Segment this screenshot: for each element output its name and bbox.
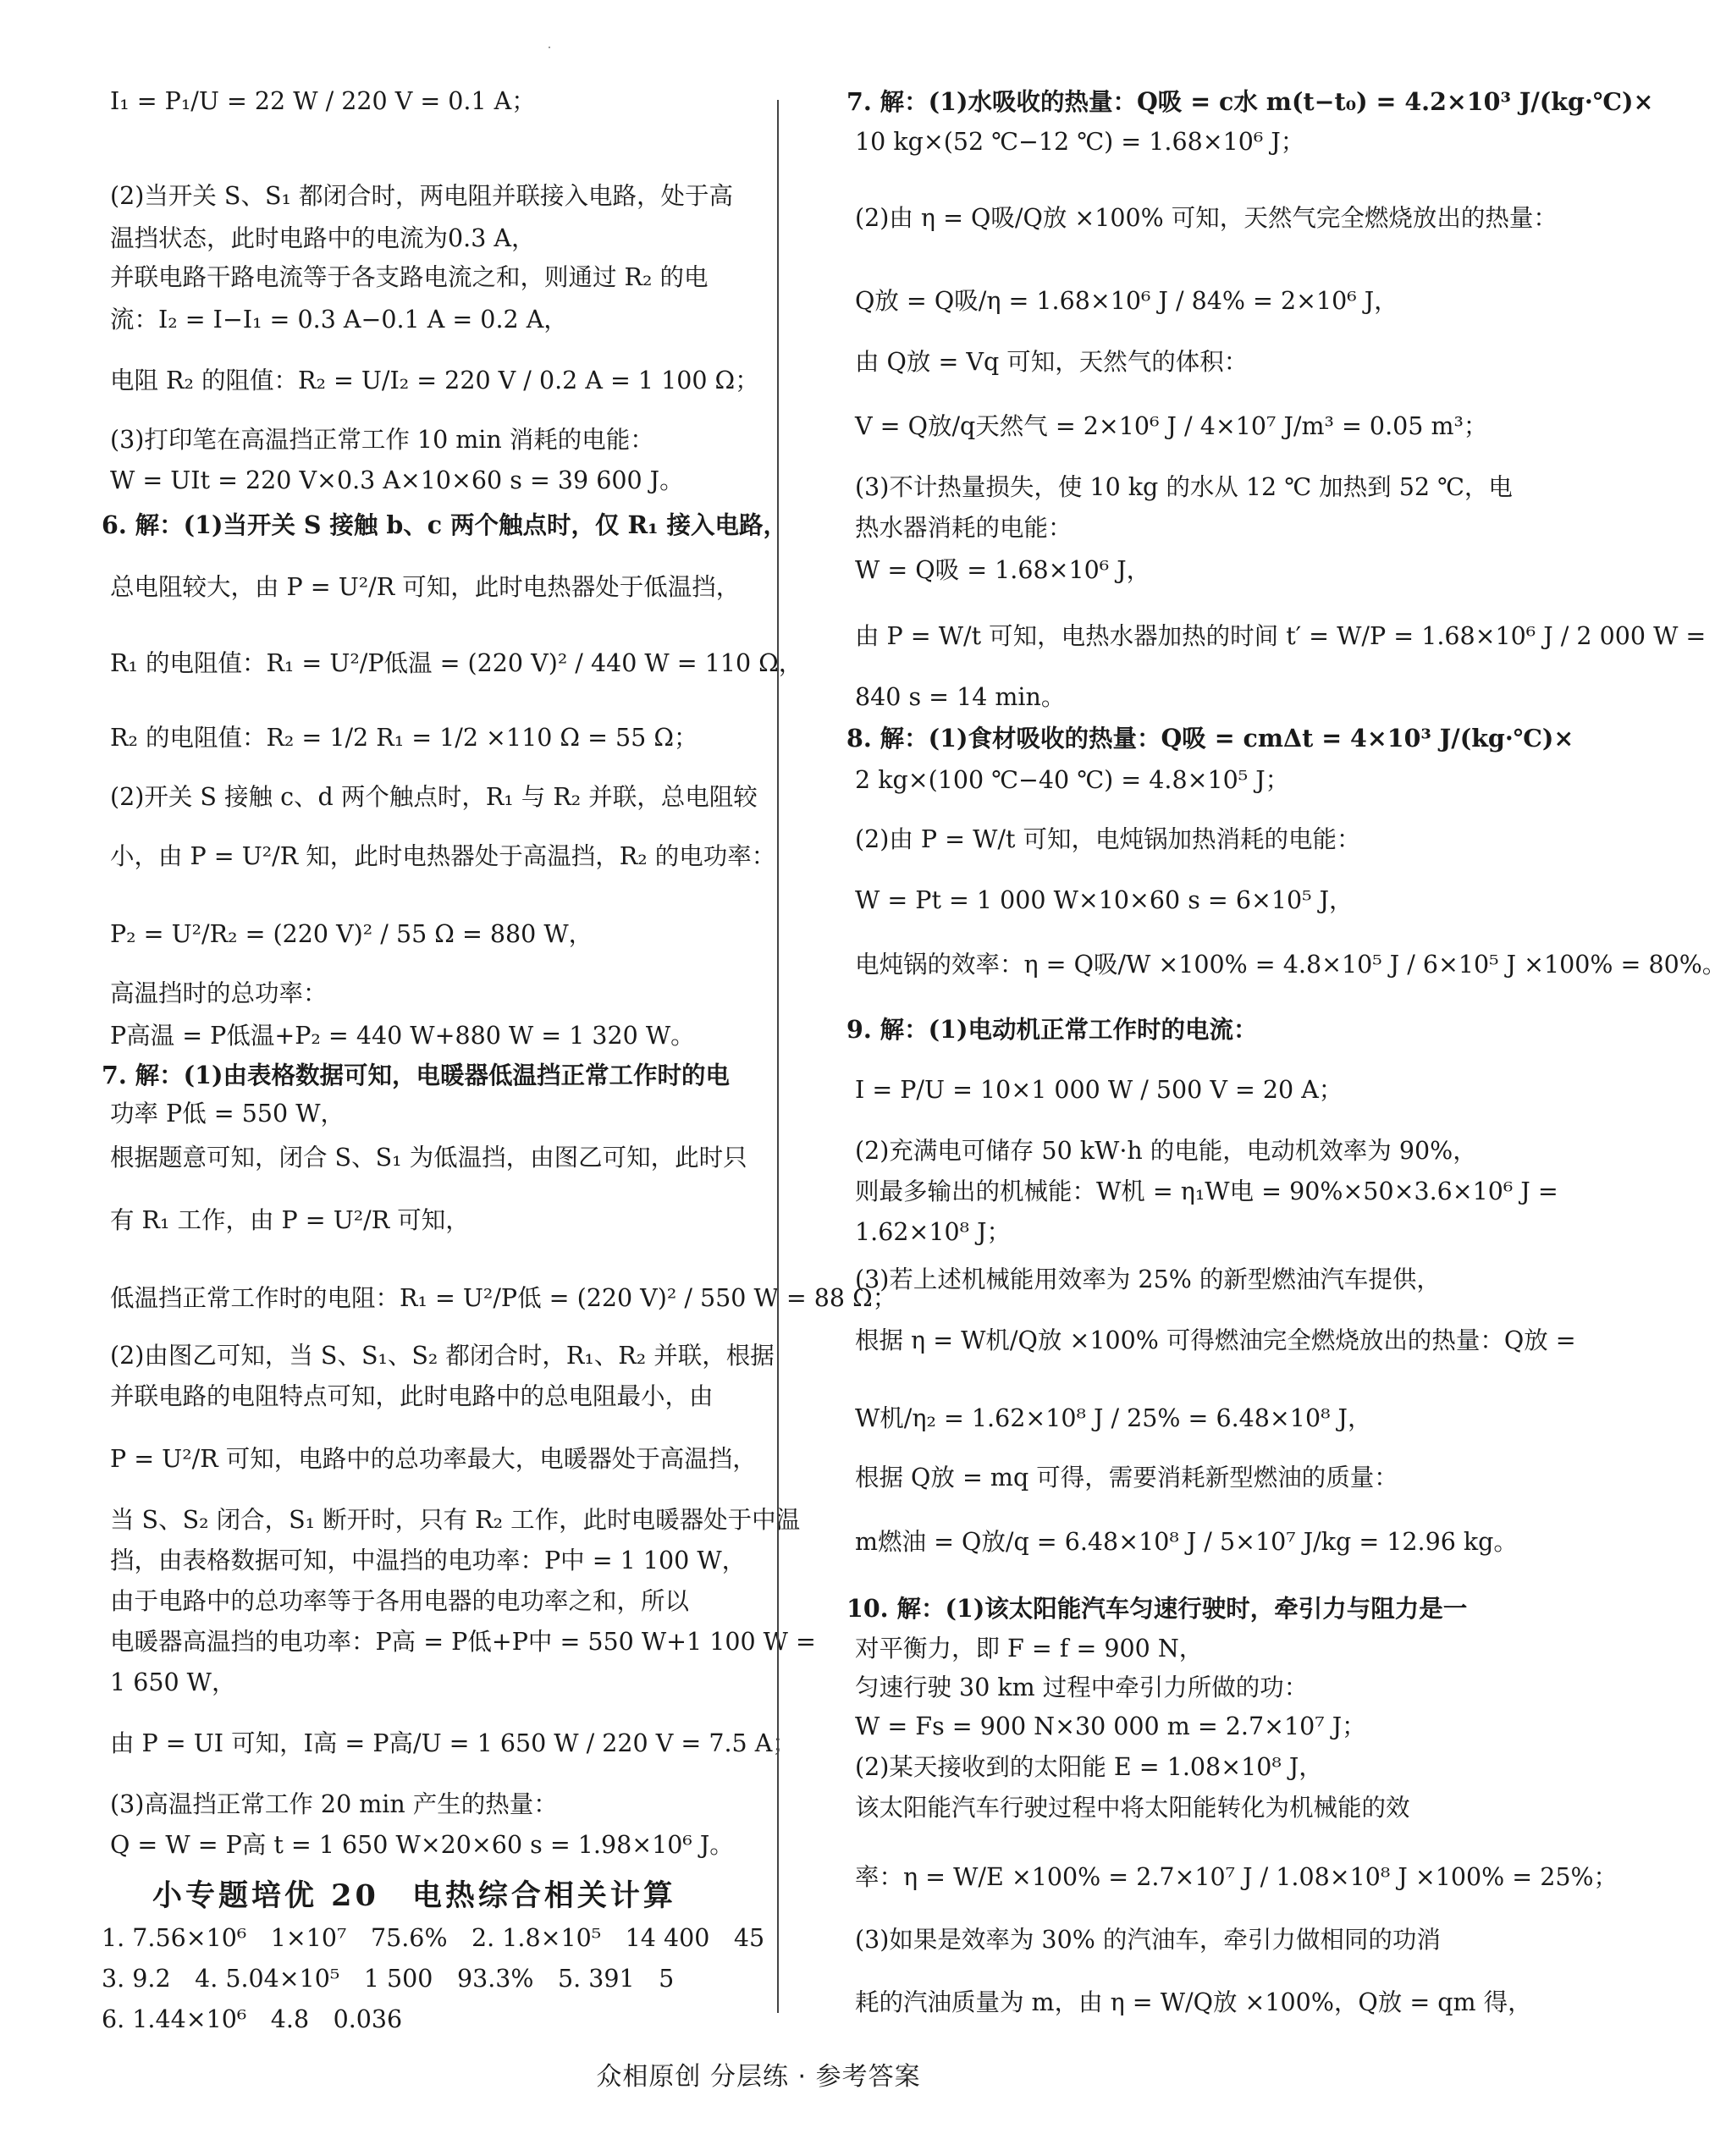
solution-line-8: 6. 解：(1)当开关 S 接触 b、c 两个触点时，仅 R₁ 接入电路， bbox=[102, 510, 788, 539]
solution-line-10: 840 s = 14 min。 bbox=[855, 683, 1066, 711]
answer-line-1: 3. 9.2 4. 5.04×10⁵ 1 500 93.3% 5. 391 5 bbox=[102, 1965, 675, 1993]
solution-line-24: 根据 Q放 = mq 可得，需要消耗新型燃油的质量： bbox=[855, 1464, 1398, 1492]
solution-line-9: 由 P = W/t 可知，电热水器加热的时间 t′ = W/P = 1.68×10⁶ J / 2 000 W = bbox=[855, 622, 1707, 650]
solution-line-20: 1.62×10⁸ J； bbox=[855, 1218, 1012, 1246]
solution-line-13: 小，由 P = U²/R 知，此时电热器处于高温挡，R₂ 的电功率： bbox=[110, 842, 776, 870]
solution-line-2: (2)由 η = Q吸/Q放 ×100% 可知，天然气完全燃烧放出的热量： bbox=[855, 204, 1558, 232]
solution-line-2: 温挡状态，此时电路中的电流为0.3 A， bbox=[110, 224, 536, 252]
solution-line-32: 率：η = W/E ×100% = 2.7×10⁷ J / 1.08×10⁸ J ×100% = 25%； bbox=[855, 1863, 1618, 1891]
solution-line-23: W机/η₂ = 1.62×10⁸ J / 25% = 6.48×10⁸ J， bbox=[855, 1404, 1372, 1432]
solution-line-22: (2)由图乙可知，当 S、S₁、S₂ 都闭合时，R₁、R₂ 并联，根据 bbox=[110, 1342, 775, 1370]
solution-line-28: 电暖器高温挡的电功率：P高 = P低+P中 = 550 W+1 100 W = bbox=[110, 1628, 816, 1656]
solution-line-29: W = Fs = 900 N×30 000 m = 2.7×10⁷ J； bbox=[855, 1712, 1366, 1740]
solution-line-5: V = Q放/q天然气 = 2×10⁶ J / 4×10⁷ J/m³ = 0.05 m³； bbox=[855, 412, 1488, 440]
solution-line-27: 对平衡力，即 F = f = 900 N， bbox=[855, 1635, 1204, 1662]
solution-line-12: 2 kg×(100 ℃−40 ℃) = 4.8×10⁵ J； bbox=[855, 766, 1290, 794]
solution-line-15: 高温挡时的总功率： bbox=[110, 979, 328, 1007]
solution-line-29: 1 650 W， bbox=[110, 1668, 236, 1696]
solution-line-19: 则最多输出的机械能：W机 = η₁W电 = 90%×50×3.6×10⁶ J = bbox=[855, 1177, 1558, 1205]
solution-line-25: m燃油 = Q放/q = 6.48×10⁸ J / 5×10⁷ J/kg = 12.96 kg。 bbox=[855, 1528, 1518, 1556]
solution-line-11: R₂ 的电阻值：R₂ = 1/2 R₁ = 1/2 ×110 Ω = 55 Ω； bbox=[110, 724, 698, 752]
solution-line-7: W = UIt = 220 V×0.3 A×10×60 s = 39 600 J。 bbox=[110, 466, 684, 494]
solution-line-31: (3)高温挡正常工作 20 min 产生的热量： bbox=[110, 1790, 558, 1818]
solution-line-21: (3)若上述机械能用效率为 25% 的新型燃油汽车提供， bbox=[855, 1265, 1441, 1293]
solution-line-3: Q放 = Q吸/η = 1.68×10⁶ J / 84% = 2×10⁶ J， bbox=[855, 287, 1398, 315]
solution-line-3: 并联电路干路电流等于各支路电流之和，则通过 R₂ 的电 bbox=[110, 263, 709, 291]
solution-line-8: W = Q吸 = 1.68×10⁶ J， bbox=[855, 556, 1151, 584]
solution-line-23: 并联电路的电阻特点可知，此时电路中的总电阻最小，由 bbox=[110, 1382, 714, 1410]
solution-line-17: 7. 解：(1)由表格数据可知，电暖器低温挡正常工作时的电 bbox=[102, 1061, 730, 1089]
solution-line-25: 当 S、S₂ 闭合，S₁ 断开时，只有 R₂ 工作，此时电暖器处于中温 bbox=[110, 1506, 801, 1534]
solution-line-32: Q = W = P高 t = 1 650 W×20×60 s = 1.98×10⁶ J。 bbox=[110, 1831, 734, 1859]
solution-line-4: 由 Q放 = Vq 可知，天然气的体积： bbox=[855, 348, 1249, 376]
answer-line-2: 6. 1.44×10⁶ 4.8 0.036 bbox=[102, 2005, 403, 2033]
solution-line-5: 电阻 R₂ 的阻值：R₂ = U/I₂ = 220 V / 0.2 A = 1 100 Ω； bbox=[110, 367, 759, 394]
solution-line-26: 10. 解：(1)该太阳能汽车匀速行驶时，牵引力与阻力是一 bbox=[846, 1594, 1468, 1623]
solution-line-24: P = U²/R 可知，电路中的总功率最大，电暖器处于高温挡， bbox=[110, 1445, 757, 1473]
solution-line-30: 由 P = UI 可知，I高 = P高/U = 1 650 W / 220 V = 7.5 A； bbox=[110, 1729, 797, 1757]
solution-line-4: 流：I₂ = I−I₁ = 0.3 A−0.1 A = 0.2 A， bbox=[110, 306, 568, 334]
solution-line-1: (2)当开关 S、S₁ 都闭合时，两电阻并联接入电路，处于高 bbox=[110, 182, 733, 210]
answer-line-0: 1. 7.56×10⁶ 1×10⁷ 75.6% 2. 1.8×10⁵ 14 400 45 bbox=[102, 1924, 765, 1952]
solution-line-20: 有 R₁ 工作，由 P = U²/R 可知， bbox=[110, 1206, 470, 1234]
solution-line-18: (2)充满电可储存 50 kW·h 的电能，电动机效率为 90%， bbox=[855, 1137, 1477, 1165]
solution-line-30: (2)某天接收到的太阳能 E = 1.08×10⁸ J， bbox=[855, 1753, 1323, 1781]
solution-line-19: 根据题意可知，闭合 S、S₁ 为低温挡，由图乙可知，此时只 bbox=[110, 1144, 747, 1172]
solution-line-12: (2)开关 S 接触 c、d 两个触点时，R₁ 与 R₂ 并联，总电阻较 bbox=[110, 783, 758, 811]
solution-line-1: 10 kg×(52 ℃−12 ℃) = 1.68×10⁶ J； bbox=[855, 128, 1305, 156]
solution-line-7: 热水器消耗的电能： bbox=[855, 514, 1073, 542]
solution-line-14: P₂ = U²/R₂ = (220 V)² / 55 Ω = 880 W， bbox=[110, 920, 593, 948]
solution-line-15: 电炖锅的效率：η = Q吸/W ×100% = 4.8×10⁵ J / 6×10⁵ J ×100% = 80%。 bbox=[855, 951, 1726, 979]
solution-line-13: (2)由 P = W/t 可知，电炖锅加热消耗的电能： bbox=[855, 825, 1361, 853]
solution-line-16: P高温 = P低温+P₂ = 440 W+880 W = 1 320 W。 bbox=[110, 1022, 695, 1050]
section-heading: 小专题培优 20 电热综合相关计算 bbox=[152, 1878, 676, 1913]
solution-line-28: 匀速行驶 30 km 过程中牵引力所做的功： bbox=[855, 1674, 1309, 1701]
solution-line-11: 8. 解：(1)食材吸收的热量：Q吸 = cmΔt = 4×10³ J/(kg·℃)× bbox=[846, 724, 1574, 753]
solution-line-22: 根据 η = W机/Q放 ×100% 可得燃油完全燃烧放出的热量：Q放 = bbox=[855, 1326, 1576, 1354]
solution-line-9: 总电阻较大，由 P = U²/R 可知，此时电热器处于低温挡， bbox=[110, 573, 741, 601]
solution-line-17: I = P/U = 10×1 000 W / 500 V = 20 A； bbox=[855, 1076, 1343, 1104]
scan-dot bbox=[549, 47, 550, 48]
solution-line-14: W = Pt = 1 000 W×10×60 s = 6×10⁵ J， bbox=[855, 886, 1354, 914]
solution-line-6: (3)打印笔在高温挡正常工作 10 min 消耗的电能： bbox=[110, 426, 654, 454]
solution-line-10: R₁ 的电阻值：R₁ = U²/P低温 = (220 V)² / 440 W = 110 Ω， bbox=[110, 649, 803, 677]
solution-line-27: 由于电路中的总功率等于各用电器的电功率之和，所以 bbox=[110, 1587, 690, 1615]
page-footer: 众相原创 分层练 · 参考答案 bbox=[596, 2062, 921, 2092]
solution-line-34: 耗的汽油质量为 m，由 η = W/Q放 ×100%，Q放 = qm 得， bbox=[855, 1988, 1532, 2016]
solution-line-16: 9. 解：(1)电动机正常工作时的电流： bbox=[846, 1015, 1258, 1044]
solution-line-6: (3)不计热量损失，使 10 kg 的水从 12 ℃ 加热到 52 ℃，电 bbox=[855, 473, 1513, 501]
column-divider bbox=[777, 100, 779, 2013]
solution-line-33: (3)如果是效率为 30% 的汽油车，牵引力做相同的功消 bbox=[855, 1926, 1441, 1954]
solution-line-21: 低温挡正常工作时的电阻：R₁ = U²/P低 = (220 V)² / 550 W = 88 Ω； bbox=[110, 1284, 897, 1312]
solution-line-0: I₁ = P₁/U = 22 W / 220 V = 0.1 A； bbox=[110, 87, 536, 115]
solution-line-0: 7. 解：(1)水吸收的热量：Q吸 = c水 m(t−t₀) = 4.2×10³ J/(kg·℃)× bbox=[846, 87, 1654, 116]
solution-line-18: 功率 P低 = 550 W， bbox=[110, 1100, 345, 1128]
solution-line-31: 该太阳能汽车行驶过程中将太阳能转化为机械能的效 bbox=[855, 1794, 1410, 1822]
solution-line-26: 挡，由表格数据可知，中温挡的电功率：P中 = 1 100 W， bbox=[110, 1547, 747, 1574]
